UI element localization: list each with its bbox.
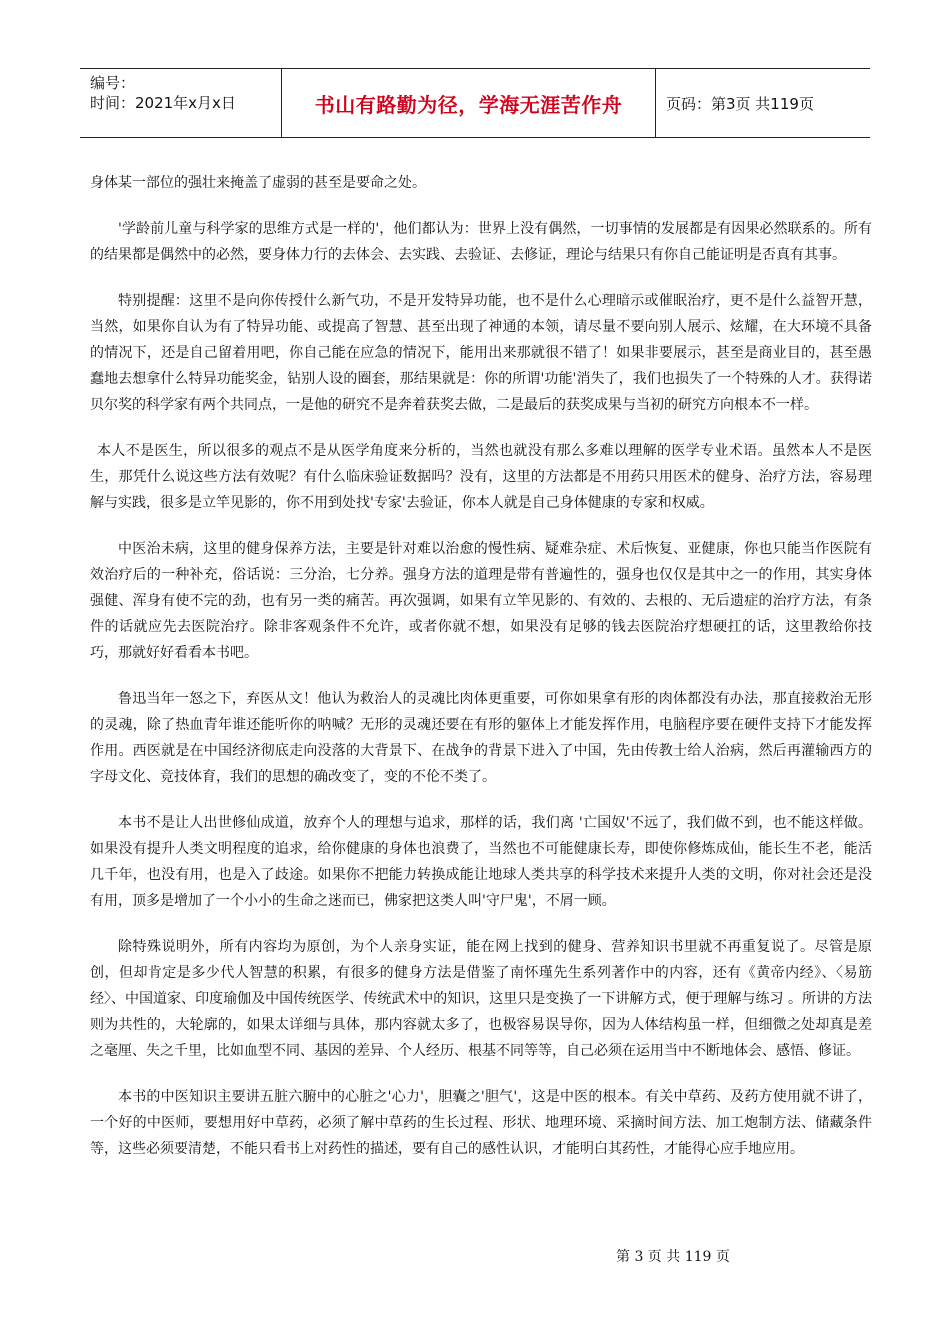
document-body — [90, 170, 872, 1182]
paragraph: 本书的中医知识主要讲五脏六腑中的心脏之'心力'，胆囊之'胆气'，这是中医的根本。有关中草药、及药方使用就不讲了，一个好的中医师，要想用好中草药，必须了解中草药的生长过程、形状、地理环境、采摘时间方法、加工炮制方法、储藏条件等，这些必须要清楚，不能只看书上对药性的描述，要有自己的感性认识，才能明白其药性，才能得心应手地应用。 — [90, 1089, 872, 1157]
header-page-number: 页码：第3页 共119页 — [666, 94, 814, 113]
header-motto: 书山有路勤为径，学海无涯苦作舟 — [282, 69, 656, 137]
paragraph: 身体某一部位的强壮来掩盖了虚弱的甚至是要命之处。 — [90, 175, 426, 191]
paragraph: 鲁迅当年一怒之下，弃医从文！他认为救治人的灵魂比肉体更重要，可你如果拿有形的肉体都没有办法，那直接救治无形的灵魂，除了热血青年谁还能听你的呐喊？无形的灵魂还要在有形的躯体上才能发挥作用，电脑程序要在硬件支持下才能发挥作用。西医就是在中国经济彻底走向没落的大背景下、在战争的背景下进入了中国，先由传教士给人治病，然后再灌输西方的字母文化、竞技体育，我们的思想的确改变了，变的不伦不类了。 — [90, 691, 872, 785]
paragraph: '学龄前儿童与科学家的思维方式是一样的'，他们都认为：世界上没有偶然，一切事情的发展都是有因果必然联系的。所有的结果都是偶然中的必然，要身体力行的去体会、去实践、去验证、去修证，理论与结果只有你自己能证明是否真有其事。 — [90, 221, 872, 263]
paragraph: 除特殊说明外，所有内容均为原创，为个人亲身实证，能在网上找到的健身、营养知识书里就不再重复说了。尽管是原创，但却肯定是多少代人智慧的积累，有很多的健身方法是借鉴了南怀瑾先生系列著作中的内容，还有《黄帝内经》、〈易筋经〉、中国道家、印度瑜伽及中国传统医学、传统武术中的知识，这里只是变换了一下讲解方式，便于理解与练习 。所讲的方法则为共性的，大轮廓的，如果太详细与具体，那内容就太多了，也极容易误导你，因为人体结构虽一样，但细微之处却真是差之毫厘、失之千里，比如血型不同、基因的差异、个人经历、根基不同等等，自己必须在运用当中不断地体会、感悟、修证。 — [90, 939, 872, 1059]
page-header — [80, 68, 870, 138]
paragraph: 本书不是让人出世修仙成道，放弃个人的理想与追求，那样的话，我们离 '亡国奴'不远了，我们做不到，也不能这样做。如果没有提升人类文明程度的追求，给你健康的身体也浪费了，当然也不可能健康长寿，即使你修炼成仙，能长生不老，能活几千年，也没有用，也是入了歧途。如果你不把能力转换成能让地球人类共享的科学技术来提升人类的文明，你对社会还是没有用，顶多是增加了一个小小的生命之迷而已，佛家把这类人叫'守尸鬼'，不屑一顾。 — [90, 815, 872, 909]
header-info-cell — [80, 69, 282, 137]
serial-number-label: 编号： — [90, 74, 136, 92]
paragraph: 中医治未病，这里的健身保养方法，主要是针对难以治愈的慢性病、疑难杂症、术后恢复、亚健康，你也只能当作医院有效治疗后的一种补充，俗话说：三分治，七分养。强身方法的道理是带有普遍性的，强身也仅仅是其中之一的作用，其实身体强健、浑身有使不完的劲，也有另一类的痛苦。再次强调，如果有立竿见影的、有效的、去根的、无后遗症的治疗方法，有条件的话就应先去医院治疗。除非客观条件不允许，或者你就不想，如果没有足够的钱去医院治疗想硬扛的话，这里教给你技巧，那就好好看看本书吧。 — [90, 541, 872, 661]
time-label: 时间：2021年x月x日 — [90, 94, 236, 112]
paragraph: 特别提醒：这里不是向你传授什么新气功，不是开发特异功能，也不是什么心理暗示或催眠治疗，更不是什么益智开慧，当然，如果你自认为有了特异功能、或提高了智慧、甚至出现了神通的本领，请尽量不要向别人展示、炫耀，在大环境不具备的情况下，还是自己留着用吧，你自己能在应急的情况下，能用出来那就很不错了！如果非要展示，甚至是商业目的，甚至愚蠢地去想拿什么特异功能奖金，钻别人设的圈套，那结果就是：你的所谓'功能'消失了，我们也损失了一个特殊的人才。获得诺贝尔奖的科学家有两个共同点，一是他的研究不是奔着获奖去做，二是最后的获奖成果与当初的研究方向根本不一样。 — [90, 293, 872, 413]
paragraph: 本人不是医生，所以很多的观点不是从医学角度来分析的，当然也就没有那么多难以理解的医学专业术语。虽然本人不是医生，那凭什么说这些方法有效呢？有什么临床验证数据吗？没有，这里的方法都是不用药只用医术的健身、治疗方法，容易理解与实践，很多是立竿见影的，你不用到处找'专家'去验证，你本人就是自己身体健康的专家和权威。 — [90, 443, 872, 511]
page-footer: 第 3 页 共 119 页 — [616, 1249, 730, 1265]
